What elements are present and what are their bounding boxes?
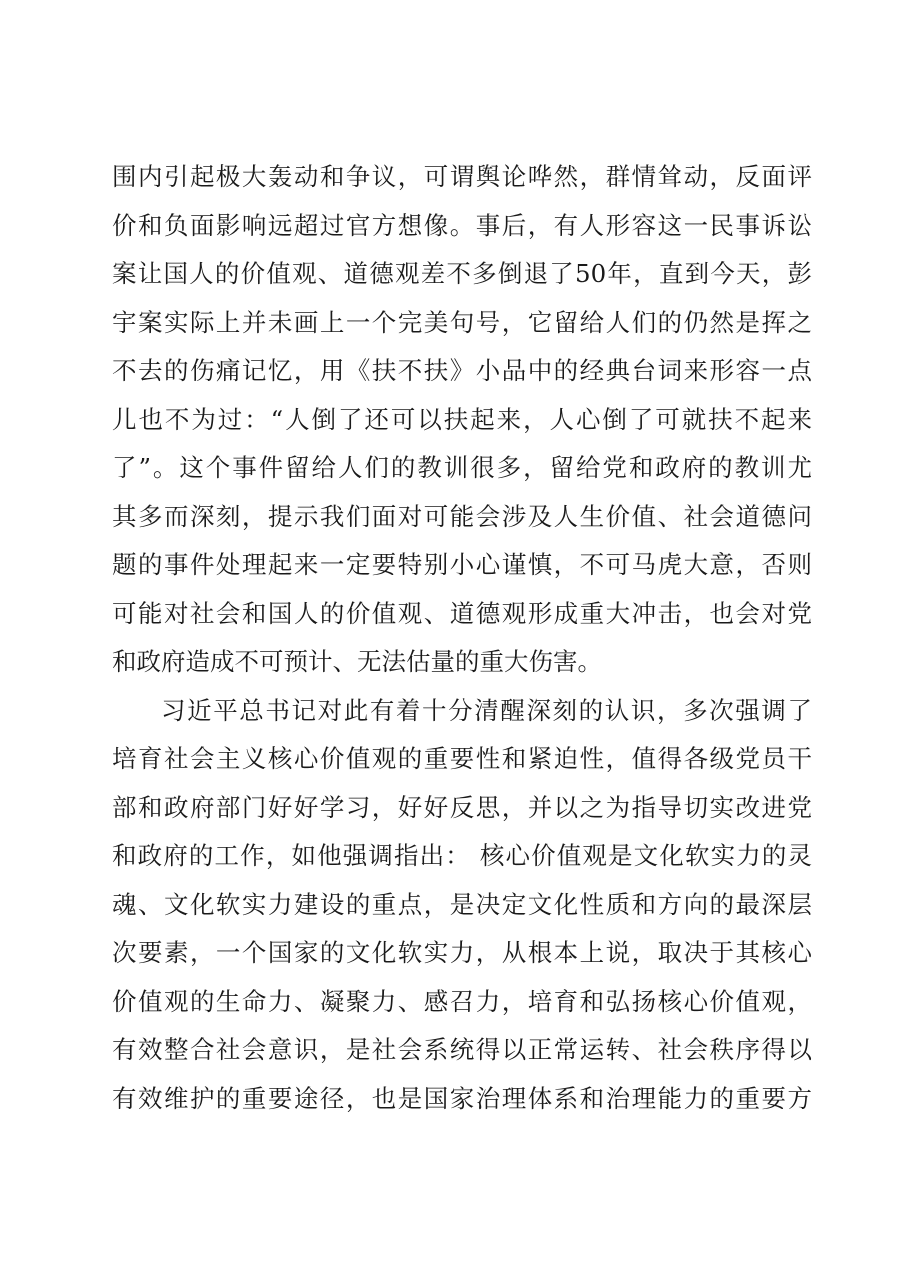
text-line: 宇案实际上并未画上一个完美句号，它留给人们的仍然是挥之 <box>112 307 812 337</box>
text-line: 价值观的生命力、凝聚力、感召力，培育和弘扬核心价值观， <box>112 986 812 1016</box>
text-line: 培育社会主义核心价值观的重要性和紧迫性，值得各级党员干 <box>112 744 812 773</box>
text-line: 不去的伤痛记忆，用《扶不扶》小品中的经典台词来形容一点 <box>112 356 812 385</box>
paragraph-2 <box>112 687 812 1124</box>
text-line: 有效维护的重要途径，也是国家治理体系和治理能力的重要方 <box>112 1083 812 1113</box>
text-line: 价和负面影响远超过官方想像。事后，有人形容这一民事诉讼 <box>112 210 812 240</box>
text-line: 和政府造成不可预计、无法估量的重大伤害。 <box>112 647 602 676</box>
text-line: 魂、文化软实力建设的重点，是决定文化性质和方向的最深层 <box>112 889 812 919</box>
text-line: 和政府的工作，如他强调指出： 核心价值观是文化软实力的灵 <box>112 841 812 870</box>
text-line: 次要素，一个国家的文化软实力，从根本上说，取决于其核心 <box>112 938 812 967</box>
text-line: 了”。这个事件留给人们的教训很多，留给党和政府的教训尤 <box>112 453 812 482</box>
text-line: 案让国人的价值观、道德观差不多倒退了50年，直到今天，彭 <box>112 259 812 288</box>
paragraph-1 <box>112 153 812 687</box>
text-line: 习近平总书记对此有着十分清醒深刻的认识，多次强调了 <box>161 695 812 725</box>
text-line: 部和政府部门好好学习，好好反思，并以之为指导切实改进党 <box>112 792 812 822</box>
text-line: 可能对社会和国人的价值观、道德观形成重大冲击，也会对党 <box>112 598 812 628</box>
text-line: 有效整合社会意识，是社会系统得以正常运转、社会秩序得以 <box>112 1035 812 1064</box>
body-text <box>112 153 812 1123</box>
text-line: 题的事件处理起来一定要特别小心谨慎，不可马虎大意，否则 <box>112 550 812 579</box>
text-line: 其多而深刻，提示我们面对可能会涉及人生价值、社会道德问 <box>112 501 812 531</box>
text-line: 围内引起极大轰动和争议，可谓舆论哗然，群情耸动，反面评 <box>112 162 812 191</box>
text-line: 儿也不为过：“人倒了还可以扶起来，人心倒了可就扶不起来 <box>112 404 812 434</box>
